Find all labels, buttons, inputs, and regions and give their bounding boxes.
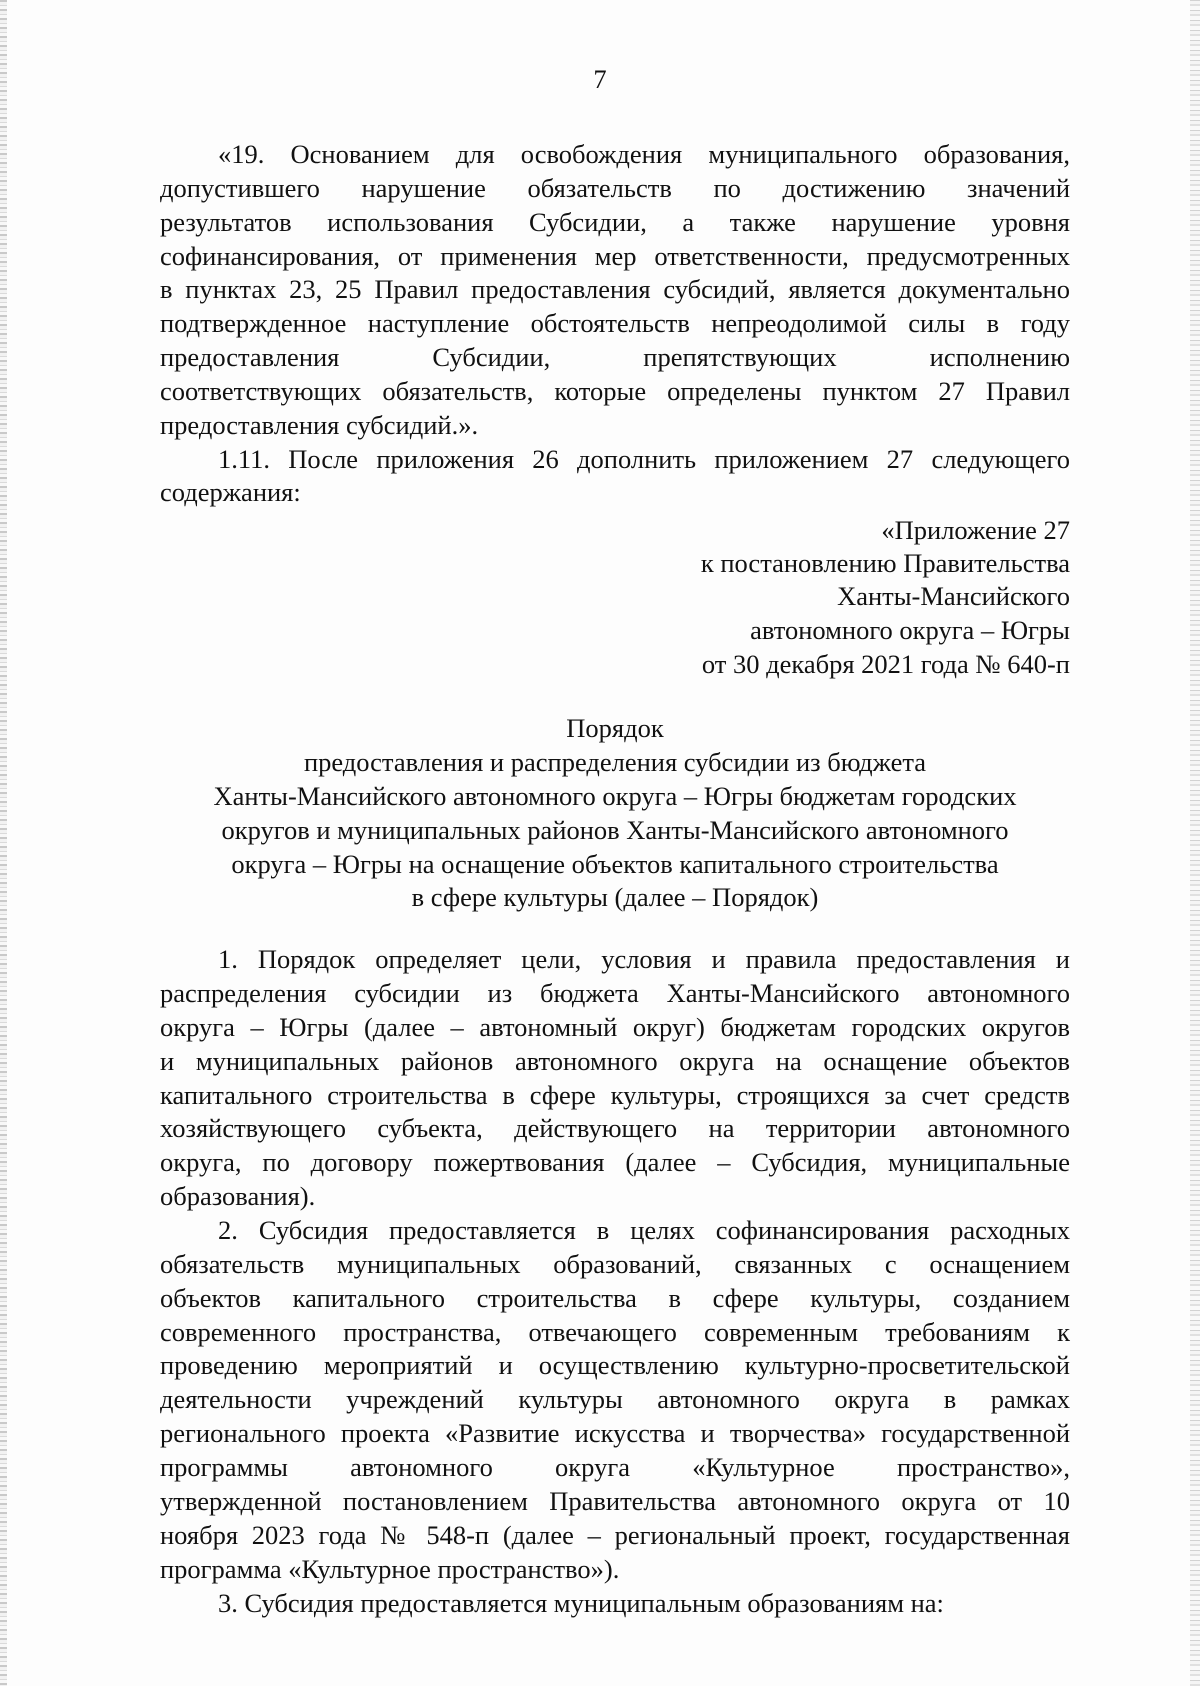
para-19-line-2: допустившего нарушение обязательств по достижению значений xyxy=(160,173,1070,203)
item-2-line-6: деятельности учреждений культуры автономного округа в рамках xyxy=(160,1384,1070,1414)
para-19-line-4: софинансирования, от применения мер ответственности, предусмотренных xyxy=(160,241,1070,271)
procedure-subtitle-line-5: в сфере культуры (далее – Порядок) xyxy=(411,882,819,912)
appendix-header-line-1: «Приложение 27 xyxy=(881,515,1070,545)
para-19-line-3: результатов использования Субсидии, а также нарушение уровня xyxy=(160,207,1070,237)
item-1-line-8: образования). xyxy=(160,1181,316,1211)
appendix-header-line-4: автономного округа – Югры xyxy=(750,615,1070,645)
para-19-line-8: соответствующих обязательств, которые определены пунктом 27 Правил xyxy=(160,376,1070,406)
item-1-line-1: 1. Порядок определяет цели, условия и правила предоставления и xyxy=(218,944,1070,974)
item-1-line-6: хозяйствующего субъекта, действующего на территории автономного xyxy=(160,1113,1070,1143)
item-2-line-7: регионального проекта «Развитие искусства и творчества» государственной xyxy=(160,1418,1070,1448)
appendix-header-line-3: Ханты-Мансийского xyxy=(837,581,1070,611)
item-2-line-2: обязательств муниципальных образований, связанных с оснащением xyxy=(160,1249,1070,1279)
procedure-subtitle-line-1: предоставления и распределения субсидии из бюджета xyxy=(303,747,927,777)
item-3-line-1: 3. Субсидия предоставляется муниципальным образованиям на: xyxy=(218,1588,944,1618)
para-19-line-7: предоставления Субсидии, препятствующих исполнению xyxy=(160,342,1070,372)
para-1-11-line-1: 1.11. После приложения 26 дополнить приложением 27 следующего xyxy=(218,444,1070,474)
procedure-title: Порядок xyxy=(566,713,664,743)
para-19-line-5: в пунктах 23, 25 Правил предоставления субсидий, является документально xyxy=(160,274,1070,304)
procedure-subtitle-line-3: округов и муниципальных районов Ханты-Мансийского автономного xyxy=(221,815,1009,845)
appendix-header-line-2: к постановлению Правительства xyxy=(700,548,1070,578)
item-2-line-5: проведению мероприятий и осуществлению культурно-просветительской xyxy=(160,1350,1070,1380)
para-19-line-6: подтвержденное наступление обстоятельств непреодолимой силы в году xyxy=(160,308,1070,338)
item-1-line-3: округа – Югры (далее – автономный округ) бюджетам городских округов xyxy=(160,1012,1070,1042)
item-1-line-7: округа, по договору пожертвования (далее – Субсидия, муниципальные xyxy=(160,1147,1070,1177)
appendix-header-line-5: от 30 декабря 2021 года № 640-п xyxy=(701,649,1070,679)
item-2-line-9: утвержденной постановлением Правительства автономного округа от 10 xyxy=(160,1486,1070,1516)
procedure-subtitle-line-2: Ханты-Мансийского автономного округа – Югры бюджетам городских xyxy=(213,781,1017,811)
item-1-line-4: и муниципальных районов автономного округа на оснащение объектов xyxy=(160,1046,1070,1076)
scan-left-edge xyxy=(0,0,7,1686)
procedure-subtitle-line-4: округа – Югры на оснащение объектов капитального строительства xyxy=(231,849,999,879)
item-2-line-3: объектов капитального строительства в сфере культуры, созданием xyxy=(160,1283,1070,1313)
item-2-line-11: программа «Культурное пространство»). xyxy=(160,1554,620,1584)
item-2-line-4: современного пространства, отвечающего современным требованиям к xyxy=(160,1317,1070,1347)
item-1-line-5: капитального строительства в сфере культуры, строящихся за счет средств xyxy=(160,1080,1070,1110)
item-2-line-10: ноября 2023 года № 548-п (далее – региональный проект, государственная xyxy=(160,1520,1070,1550)
scan-right-edge xyxy=(1190,0,1200,1686)
item-2-line-8: программы автономного округа «Культурное пространство», xyxy=(160,1452,1070,1482)
page-number: 7 xyxy=(593,64,607,94)
para-1-11-line-2: содержания: xyxy=(160,477,301,507)
item-2-line-1: 2. Субсидия предоставляется в целях софинансирования расходных xyxy=(218,1215,1070,1245)
item-1-line-2: распределения субсидии из бюджета Ханты-Мансийского автономного xyxy=(160,978,1070,1008)
para-19-line-9: предоставления субсидий.». xyxy=(160,410,479,440)
para-19-line-1: «19. Основанием для освобождения муниципального образования, xyxy=(218,139,1070,169)
